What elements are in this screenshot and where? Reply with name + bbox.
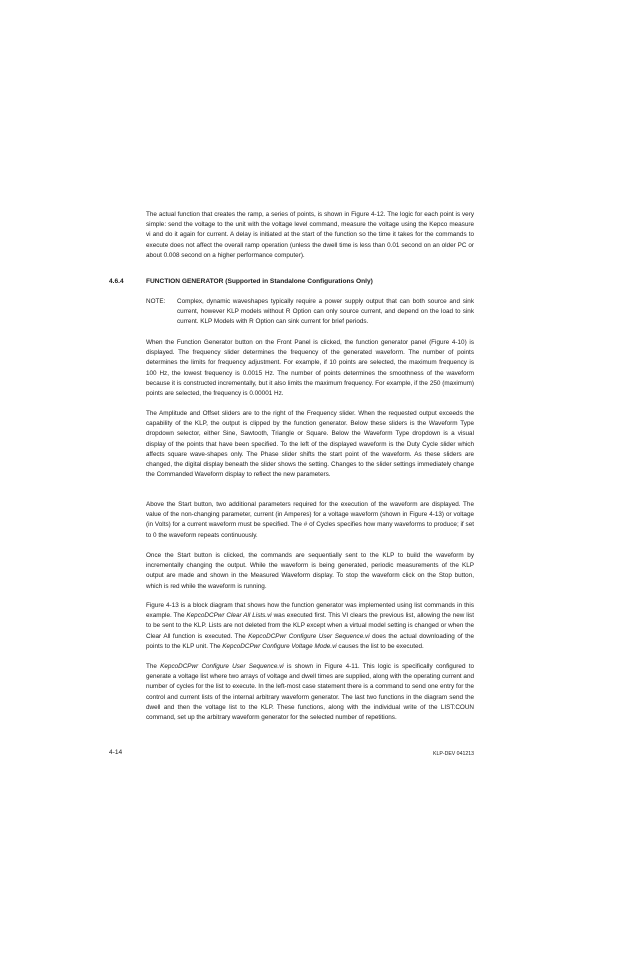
note-label: NOTE: xyxy=(146,298,166,305)
paragraph-user-sequence xyxy=(146,662,474,723)
paragraph-start-stop: Once the Start button is clicked, the commands are sequentially sent to the KLP to build the waveform by incrementally changing the output. While the waveform is being generated, periodic measurements of the KLP output are made and shown in the Measured Waveform display. To stop the waveform click on the Stop button, which is red while the waveform is running. xyxy=(146,552,474,590)
page-number: 4-14 xyxy=(109,749,123,756)
p6-text-c: was executed first. This VI clears the previous list, allowing the new list to be sent to the KLP. Lists are not deleted from the KLP except when a virtual model setting is changed or when the Clear All function is executed. The xyxy=(146,612,474,640)
p6-vi-configure-voltage-mode: KepcoDCPwr Configure Voltage Mode.vi xyxy=(222,642,337,650)
p6-vi-clear-all-lists: KepcoDCPwr Clear All Lists.vi xyxy=(186,612,272,620)
note-text: Complex, dynamic waveshapes typically require a power supply output that can both source and sink current, however KLP models without R Option can only source current, and depend on the load to sink current. KLP Models with R Option can sink current for brief periods. xyxy=(177,298,474,326)
p7-vi-configure-user-sequence: KepcoDCPwr Configure User Sequence.vi xyxy=(160,663,284,670)
p6-vi-configure-user-sequence: KepcoDCPwr Configure User Sequence.vi xyxy=(248,632,370,640)
p6-text-e: does the actual downloading of the points to the KLP unit. The xyxy=(146,632,474,650)
paragraph-ramp-function: The actual function that creates the ramp, a series of points, is shown in Figure 4-12. The logic for each point is very simple: send the voltage to the unit with the voltage level command, measure the voltage using the Kepco measure vi and do it again for current. A delay is initiated at the start of the function so the time it takes for the commands to execute does not affect the overall ramp operation (unless the dwell time is less than 0.01 second on an older PC or about 0.008 second on a higher performance computer). xyxy=(146,211,474,259)
paragraph-block-diagram xyxy=(146,601,474,652)
p7-text-a: The xyxy=(146,663,161,670)
paragraph-function-generator-panel: When the Function Generator button on the Front Panel is clicked, the function generator panel (Figure 4-10) is displayed. The frequency slider determines the frequency of the generated waveform. The number of points determines the limits for frequency adjustment. For example, if 10 points are selected, the maximum frequency is 100 Hz, the lowest frequency is 0.0015 Hz. The number of points determines the smoothness of the waveform because it is constructed incrementally, but it also limits the maximum frequency. For example, if the 250 (maximum) points are selected, the frequency is 0.00001 Hz. xyxy=(146,339,474,398)
p6-text-g: causes the list to be executed. xyxy=(336,642,424,650)
paragraph-amplitude-offset-sliders: The Amplitude and Offset sliders are to the right of the Frequency slider. When the requested output exceeds the capability of the KLP, the output is clipped by the function generator. Below these sliders is the Waveform Type dropdown selector, either Sine, Sawtooth, Triangle or Square. Below the Waveform Type dropdown is a visual display of the points that have been specified. To the left of the displayed waveform is the Duty Cycle slider which affects square wave-shapes only. The Phase slider shifts the start point of the waveform. As these sliders are changed, the digital display beneath the slider shows the setting. Changes to the slider settings immediately change the Commanded Waveform display to reflect the new parameters. xyxy=(146,410,474,479)
section-title: FUNCTION GENERATOR (Supported in Standalone Configurations Only) xyxy=(146,278,373,285)
document-id: KLP-DEV 041213 xyxy=(433,751,474,757)
paragraph-start-parameters: Above the Start button, two additional parameters required for the execution of the waveform are displayed. The value of the non-changing parameter, current (in Amperes) for a voltage waveform (shown in Figure 4-13) or voltage (in Volts) for a current waveform must be specified. The # of Cycles specifies how many waveforms to produce; if set to 0 the waveform repeats continuously. xyxy=(146,501,474,539)
section-number: 4.6.4 xyxy=(109,278,124,285)
p6-text-a: Figure 4-13 is a block diagram that shows how the function generator was implemented using list commands in this example. The xyxy=(146,602,474,620)
p7-text-c: is shown in Figure 4-11. This logic is specifically configured to generate a voltage list where two arrays of voltage and dwell times are supplied, along with the operating current and number of cycles for the list to execute. In the left-most case statement there is a command to send one entry for the control and current lists of the internal arbitrary waveform generator. The last two functions in the diagram send the dwell and then the voltage list to the KLP. These functions, along with the individual write of the LIST:COUN command, set up the arbitrary waveform generator for the selected number of repetitions. xyxy=(146,663,474,722)
